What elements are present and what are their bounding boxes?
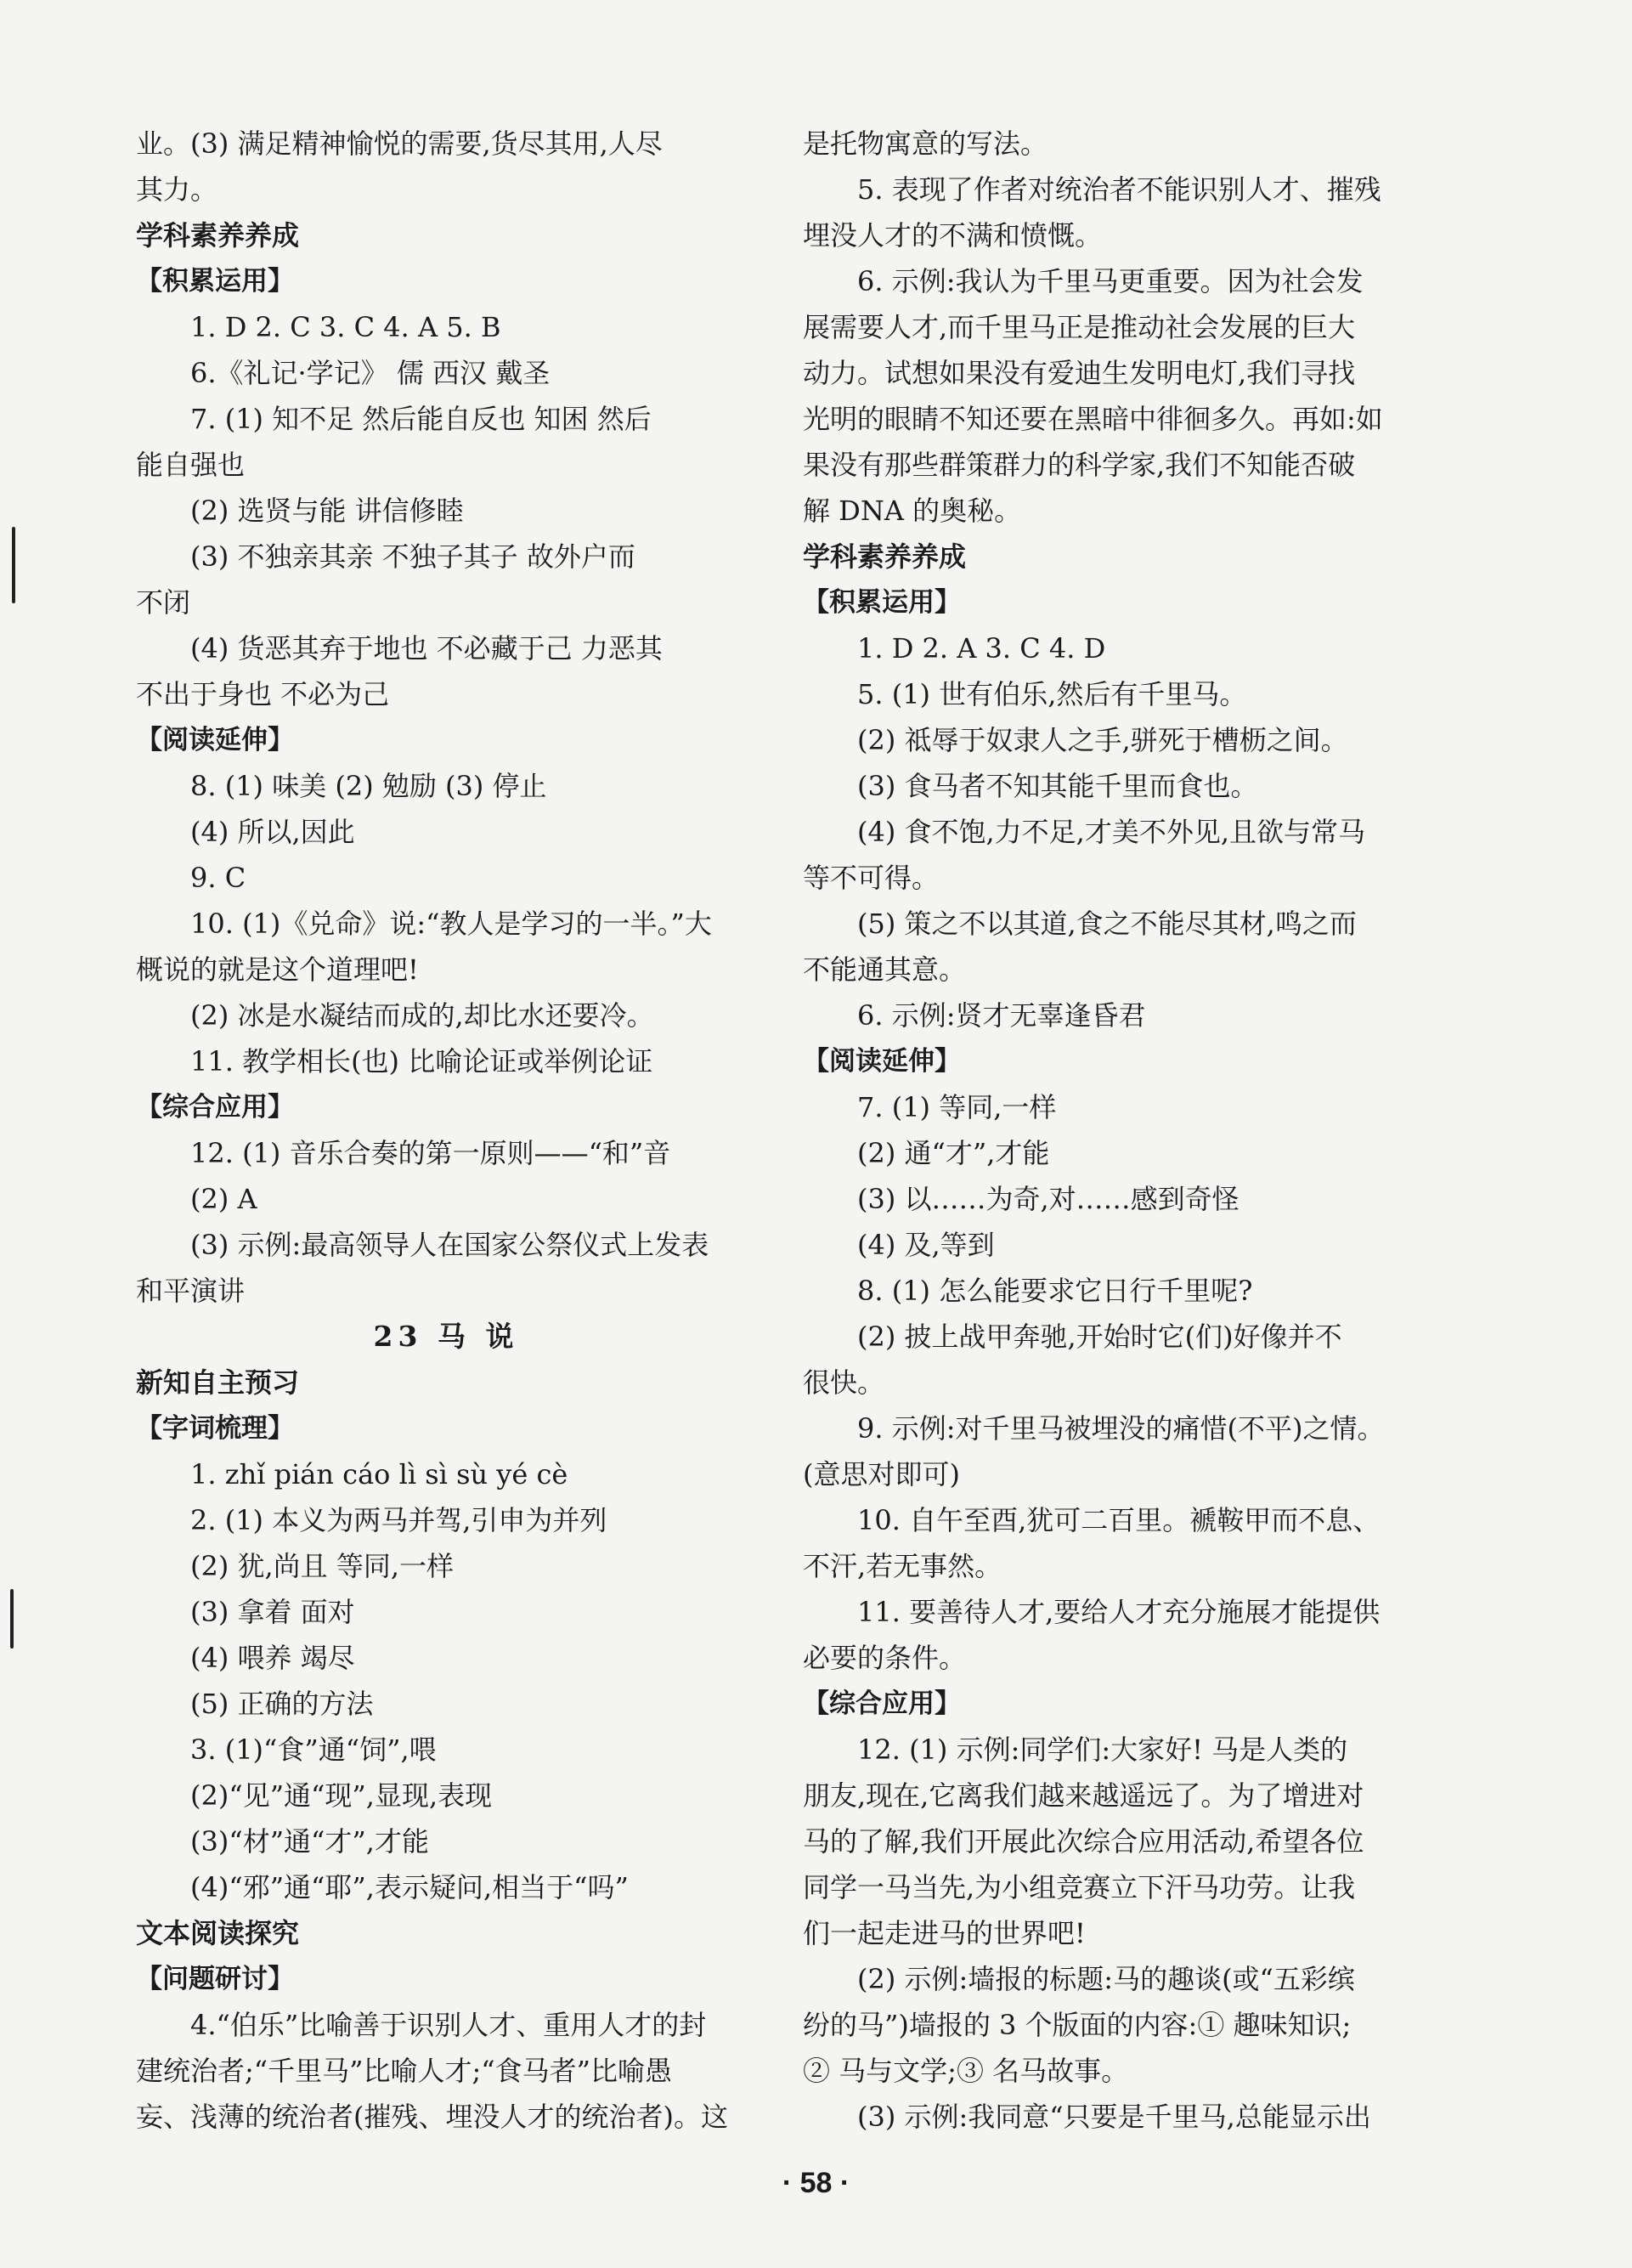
text-line: 等不可得。 xyxy=(803,862,940,894)
text-line: (2) 冰是水凝结而成的,却比水还要冷。 xyxy=(190,999,654,1032)
text-line: 10. (1)《兑命》说:“教人是学习的一半。”大 xyxy=(190,908,712,940)
text-line: (2) 披上战甲奔驰,开始时它(们)好像并不 xyxy=(857,1321,1342,1353)
text-line: (4)“邪”通“耶”,表示疑问,相当于“吗” xyxy=(190,1871,629,1903)
text-line: 不汗,若无事然。 xyxy=(803,1550,1002,1582)
subsection-tag: 【字词梳理】 xyxy=(136,1413,294,1444)
subsection-tag: 【问题研讨】 xyxy=(136,1964,294,1994)
text-line: 2. (1) 本义为两马并驾,引申为并列 xyxy=(190,1504,607,1536)
text-line: 能自强也 xyxy=(136,449,246,481)
text-line: 们一起走进马的世界吧! xyxy=(803,1917,1086,1949)
text-line: 和平演讲 xyxy=(136,1275,246,1307)
text-line: 11. 教学相长(也) 比喻论证或举例论证 xyxy=(190,1045,653,1077)
text-line: 不出于身也 不必为己 xyxy=(136,678,390,710)
text-line: 同学一马当先,为小组竞赛立下汗马功劳。让我 xyxy=(803,1871,1356,1903)
text-line: (5) 正确的方法 xyxy=(190,1688,374,1720)
subsection-tag: 【阅读延伸】 xyxy=(136,725,294,755)
section-heading: 新知自主预习 xyxy=(136,1366,300,1399)
subsection-tag: 【阅读延伸】 xyxy=(803,1046,961,1077)
text-line: (3) 示例:我同意“只要是千里马,总能显示出 xyxy=(857,2101,1371,2133)
text-line: 很快。 xyxy=(803,1366,885,1399)
text-line: 展需要人才,而千里马正是推动社会发展的巨大 xyxy=(803,311,1356,343)
text-line: (5) 策之不以其道,食之不能尽其材,鸣之而 xyxy=(857,908,1357,940)
text-line: 11. 要善待人才,要给人才充分施展才能提供 xyxy=(857,1596,1381,1628)
text-line: 5. 表现了作者对统治者不能识别人才、摧残 xyxy=(857,173,1381,206)
text-line: 不闭 xyxy=(136,586,191,619)
text-line: 埋没人才的不满和愤慨。 xyxy=(803,219,1103,252)
text-line: 是托物寓意的写法。 xyxy=(803,127,1048,160)
text-line: (2) 选贤与能 讲信修睦 xyxy=(190,495,464,527)
text-line: 其力。 xyxy=(136,173,218,206)
text-line: (3) 示例:最高领导人在国家公祭仪式上发表 xyxy=(190,1229,709,1261)
text-line: 概说的就是这个道理吧! xyxy=(136,953,419,986)
text-line: 5. (1) 世有伯乐,然后有千里马。 xyxy=(857,678,1247,710)
right-column xyxy=(803,121,1423,2140)
text-line: (2)“见”通“现”,显现,表现 xyxy=(190,1779,493,1812)
left-column xyxy=(136,121,756,2140)
text-line: 10. 自午至酉,犹可二百里。褫鞍甲而不息、 xyxy=(857,1504,1381,1536)
text-line: 9. C xyxy=(190,862,246,894)
subsection-tag: 【综合应用】 xyxy=(803,1688,961,1719)
text-line: (3) 拿着 面对 xyxy=(190,1596,355,1628)
text-line: 业。(3) 满足精神愉悦的需要,货尽其用,人尽 xyxy=(136,127,663,160)
text-line: 妄、浅薄的统治者(摧残、埋没人才的统治者)。这 xyxy=(136,2101,728,2133)
text-line: 12. (1) 音乐合奏的第一原则——“和”音 xyxy=(190,1137,671,1169)
text-line: 光明的眼睛不知还要在黑暗中徘徊多久。再如:如 xyxy=(803,403,1383,435)
text-line: (3) 以……为奇,对……感到奇怪 xyxy=(857,1183,1240,1215)
section-heading: 学科素养养成 xyxy=(803,540,967,573)
text-line: 纷的马”)墙报的 3 个版面的内容:① 趣味知识; xyxy=(803,2009,1352,2041)
text-line: 动力。试想如果没有爱迪生发明电灯,我们寻找 xyxy=(803,357,1356,389)
text-line: 6. 示例:我认为千里马更重要。因为社会发 xyxy=(857,265,1364,297)
text-line: 8. (1) 味美 (2) 勉励 (3) 停止 xyxy=(190,770,547,802)
text-line: (2) 祗辱于奴隶人之手,骈死于槽枥之间。 xyxy=(857,724,1348,756)
text-line: 1. D 2. C 3. C 4. A 5. B xyxy=(190,311,501,343)
text-line: 果没有那些群策群力的科学家,我们不知能否破 xyxy=(803,449,1356,481)
text-line: 6. 示例:贤才无辜逢昏君 xyxy=(857,999,1146,1032)
scan-mark xyxy=(12,527,15,603)
text-line: (2) A xyxy=(190,1183,257,1215)
text-line: ② 马与文学;③ 名马故事。 xyxy=(803,2055,1129,2087)
text-line: 4.“伯乐”比喻善于识别人才、重用人才的封 xyxy=(190,2009,707,2041)
text-line: (2) 犹,尚且 等同,一样 xyxy=(190,1550,455,1582)
lesson-title: 23 马 说 xyxy=(373,1320,519,1353)
text-line: 解 DNA 的奥秘。 xyxy=(803,495,1022,527)
text-line: (4) 所以,因此 xyxy=(190,816,355,848)
subsection-tag: 【综合应用】 xyxy=(136,1092,294,1123)
text-line: 1. D 2. A 3. C 4. D xyxy=(857,632,1106,665)
text-line: 3. (1)“食”通“饲”,喂 xyxy=(190,1734,437,1766)
page-number: · 58 · xyxy=(782,2167,850,2199)
text-line: 马的了解,我们开展此次综合应用活动,希望各位 xyxy=(803,1825,1364,1858)
text-line: (2) 通“才”,才能 xyxy=(857,1137,1050,1169)
subsection-tag: 【积累运用】 xyxy=(803,587,961,618)
text-line: 1. zhǐ pián cáo lì sì sù yé cè xyxy=(190,1458,568,1490)
text-line: (4) 及,等到 xyxy=(857,1229,995,1261)
text-line: 7. (1) 等同,一样 xyxy=(857,1091,1057,1123)
text-line: 12. (1) 示例:同学们:大家好! 马是人类的 xyxy=(857,1734,1348,1766)
text-line: (3)“材”通“才”,才能 xyxy=(190,1825,429,1858)
text-line: (4) 货恶其弃于地也 不必藏于己 力恶其 xyxy=(190,632,663,665)
text-line: (4) 食不饱,力不足,才美不外见,且欲与常马 xyxy=(857,816,1366,848)
text-line: 建统治者;“千里马”比喻人才;“食马者”比喻愚 xyxy=(136,2055,673,2087)
text-line: (3) 不独亲其亲 不独子其子 故外户而 xyxy=(190,540,635,573)
text-line: 必要的条件。 xyxy=(803,1642,967,1674)
text-line: 6.《礼记·学记》 儒 西汉 戴圣 xyxy=(190,357,551,389)
text-line: 9. 示例:对千里马被埋没的痛惜(不平)之情。 xyxy=(857,1412,1385,1445)
text-line: 不能通其意。 xyxy=(803,953,967,986)
text-line: 朋友,现在,它离我们越来越遥远了。为了增进对 xyxy=(803,1779,1364,1812)
section-heading: 学科素养养成 xyxy=(136,219,300,252)
text-line: 8. (1) 怎么能要求它日行千里呢? xyxy=(857,1275,1253,1307)
scan-mark xyxy=(10,1589,14,1649)
text-line: (2) 示例:墙报的标题:马的趣谈(或“五彩缤 xyxy=(857,1963,1355,1995)
text-line: (意思对即可) xyxy=(803,1458,960,1490)
text-line: (3) 食马者不知其能千里而食也。 xyxy=(857,770,1258,802)
text-line: 7. (1) 知不足 然后能自反也 知困 然后 xyxy=(190,403,652,435)
section-heading: 文本阅读探究 xyxy=(136,1917,300,1949)
text-line: (4) 喂养 竭尽 xyxy=(190,1642,355,1674)
subsection-tag: 【积累运用】 xyxy=(136,266,294,297)
